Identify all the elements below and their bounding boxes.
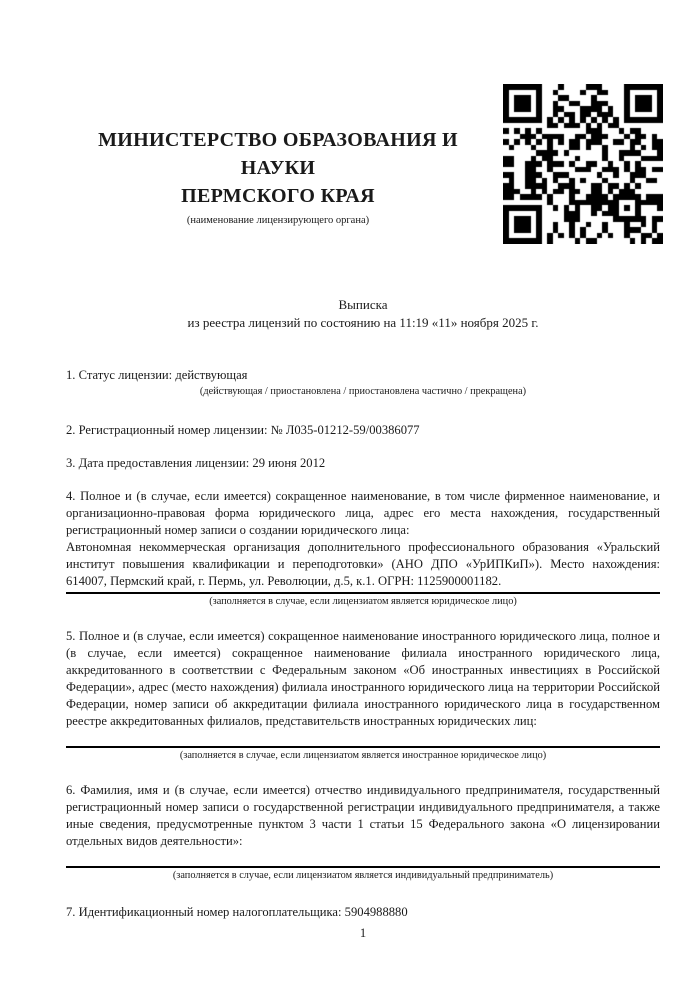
fill-in-rule — [66, 592, 660, 594]
title-line1: Выписка — [338, 297, 388, 312]
item-caption: (заполняется в случае, если лицензиатом является иностранное юридическое лицо) — [179, 750, 547, 761]
blank-fill-space — [66, 730, 660, 744]
item-2 — [66, 422, 660, 439]
item-caption: (действующая / приостановлена / приостановлена частично / прекращена) — [199, 386, 527, 397]
item-paragraph: 4. Полное и (в случае, если имеется) сокращенное наименование, в том числе фирменное наименование, и организационно-правовая форма юридического лица, адрес его места нахождения, государственный регистрационный номер записи о создании юридического лица: — [66, 489, 660, 537]
document-title — [66, 296, 660, 331]
item-paragraph: Автономная некоммерческая организация дополнительного профессионального образования «Уральский институт повышения квалификации и переподготовки» (АНО ДПО «УрИПКиП»). Место нахождения: 614007, Пермский край, г. Пермь, ул. Революции, д.5, к.1. ОГРН: 1125900001182. — [66, 540, 660, 588]
items-list — [66, 367, 660, 921]
fill-in-rule — [66, 746, 660, 748]
item-paragraph: 6. Фамилия, имя и (в случае, если имеется) отчество индивидуального предпринимателя, государственный регистрационный номер записи о государственной регистрации индивидуального предпринимателя, а также иные сведения, предусмотренные пунктом 3 части 1 статьи 15 Федерального закона «О лицензировании отдельных видов деятельности»: — [66, 783, 660, 848]
page-number: 1 — [359, 926, 367, 940]
item-3 — [66, 455, 660, 472]
ministry-caption: (наименование лицензирующего органа) — [186, 215, 370, 226]
title-line2: из реестра лицензий по состоянию на 11:19 «11» ноября 2025 г. — [187, 314, 539, 330]
qr-canvas — [503, 84, 663, 244]
item-1 — [66, 367, 660, 398]
document-body — [66, 296, 660, 921]
ministry-name-line1: МИНИСТЕРСТВО ОБРАЗОВАНИЯ И НАУКИ — [98, 129, 458, 179]
item-caption: (заполняется в случае, если лицензиатом является юридическое лицо) — [209, 596, 517, 607]
item-caption: (заполняется в случае, если лицензиатом является индивидуальный предприниматель) — [172, 870, 554, 881]
item-paragraph: 2. Регистрационный номер лицензии: № Л035-01212-59/00386077 — [66, 423, 420, 437]
ministry-name-line2: ПЕРМСКОГО КРАЯ — [181, 185, 375, 207]
item-paragraph: 5. Полное и (в случае, если имеется) сокращенное наименование иностранного юридического лица, полное и (в случае, если имеется) сокращенное наименование филиала иностранного юридического лица, аккредитованного в соответствии с Федеральным законом «Об иностранных инвестициях в Российской Федерации», адрес (место нахождения) филиала иностранного юридического лица на территории Российской Федерации, номер записи об аккредитации филиала иностранного юридического лица в государственном реестре аккредитованных филиалов, представительств иностранных юридических лиц: — [66, 629, 660, 728]
item-paragraph: 1. Статус лицензии: действующая — [66, 368, 248, 382]
blank-fill-space — [66, 850, 660, 864]
item-7 — [66, 904, 660, 921]
fill-in-rule — [66, 866, 660, 868]
item-paragraph: 7. Идентификационный номер налогоплательщика: 5904988880 — [66, 905, 408, 919]
item-4 — [66, 488, 660, 608]
item-paragraph: 3. Дата предоставления лицензии: 29 июня 2012 — [66, 456, 326, 470]
item-6 — [66, 782, 660, 882]
document-header — [66, 126, 490, 227]
qr-code-icon — [503, 84, 663, 244]
item-5 — [66, 628, 660, 762]
